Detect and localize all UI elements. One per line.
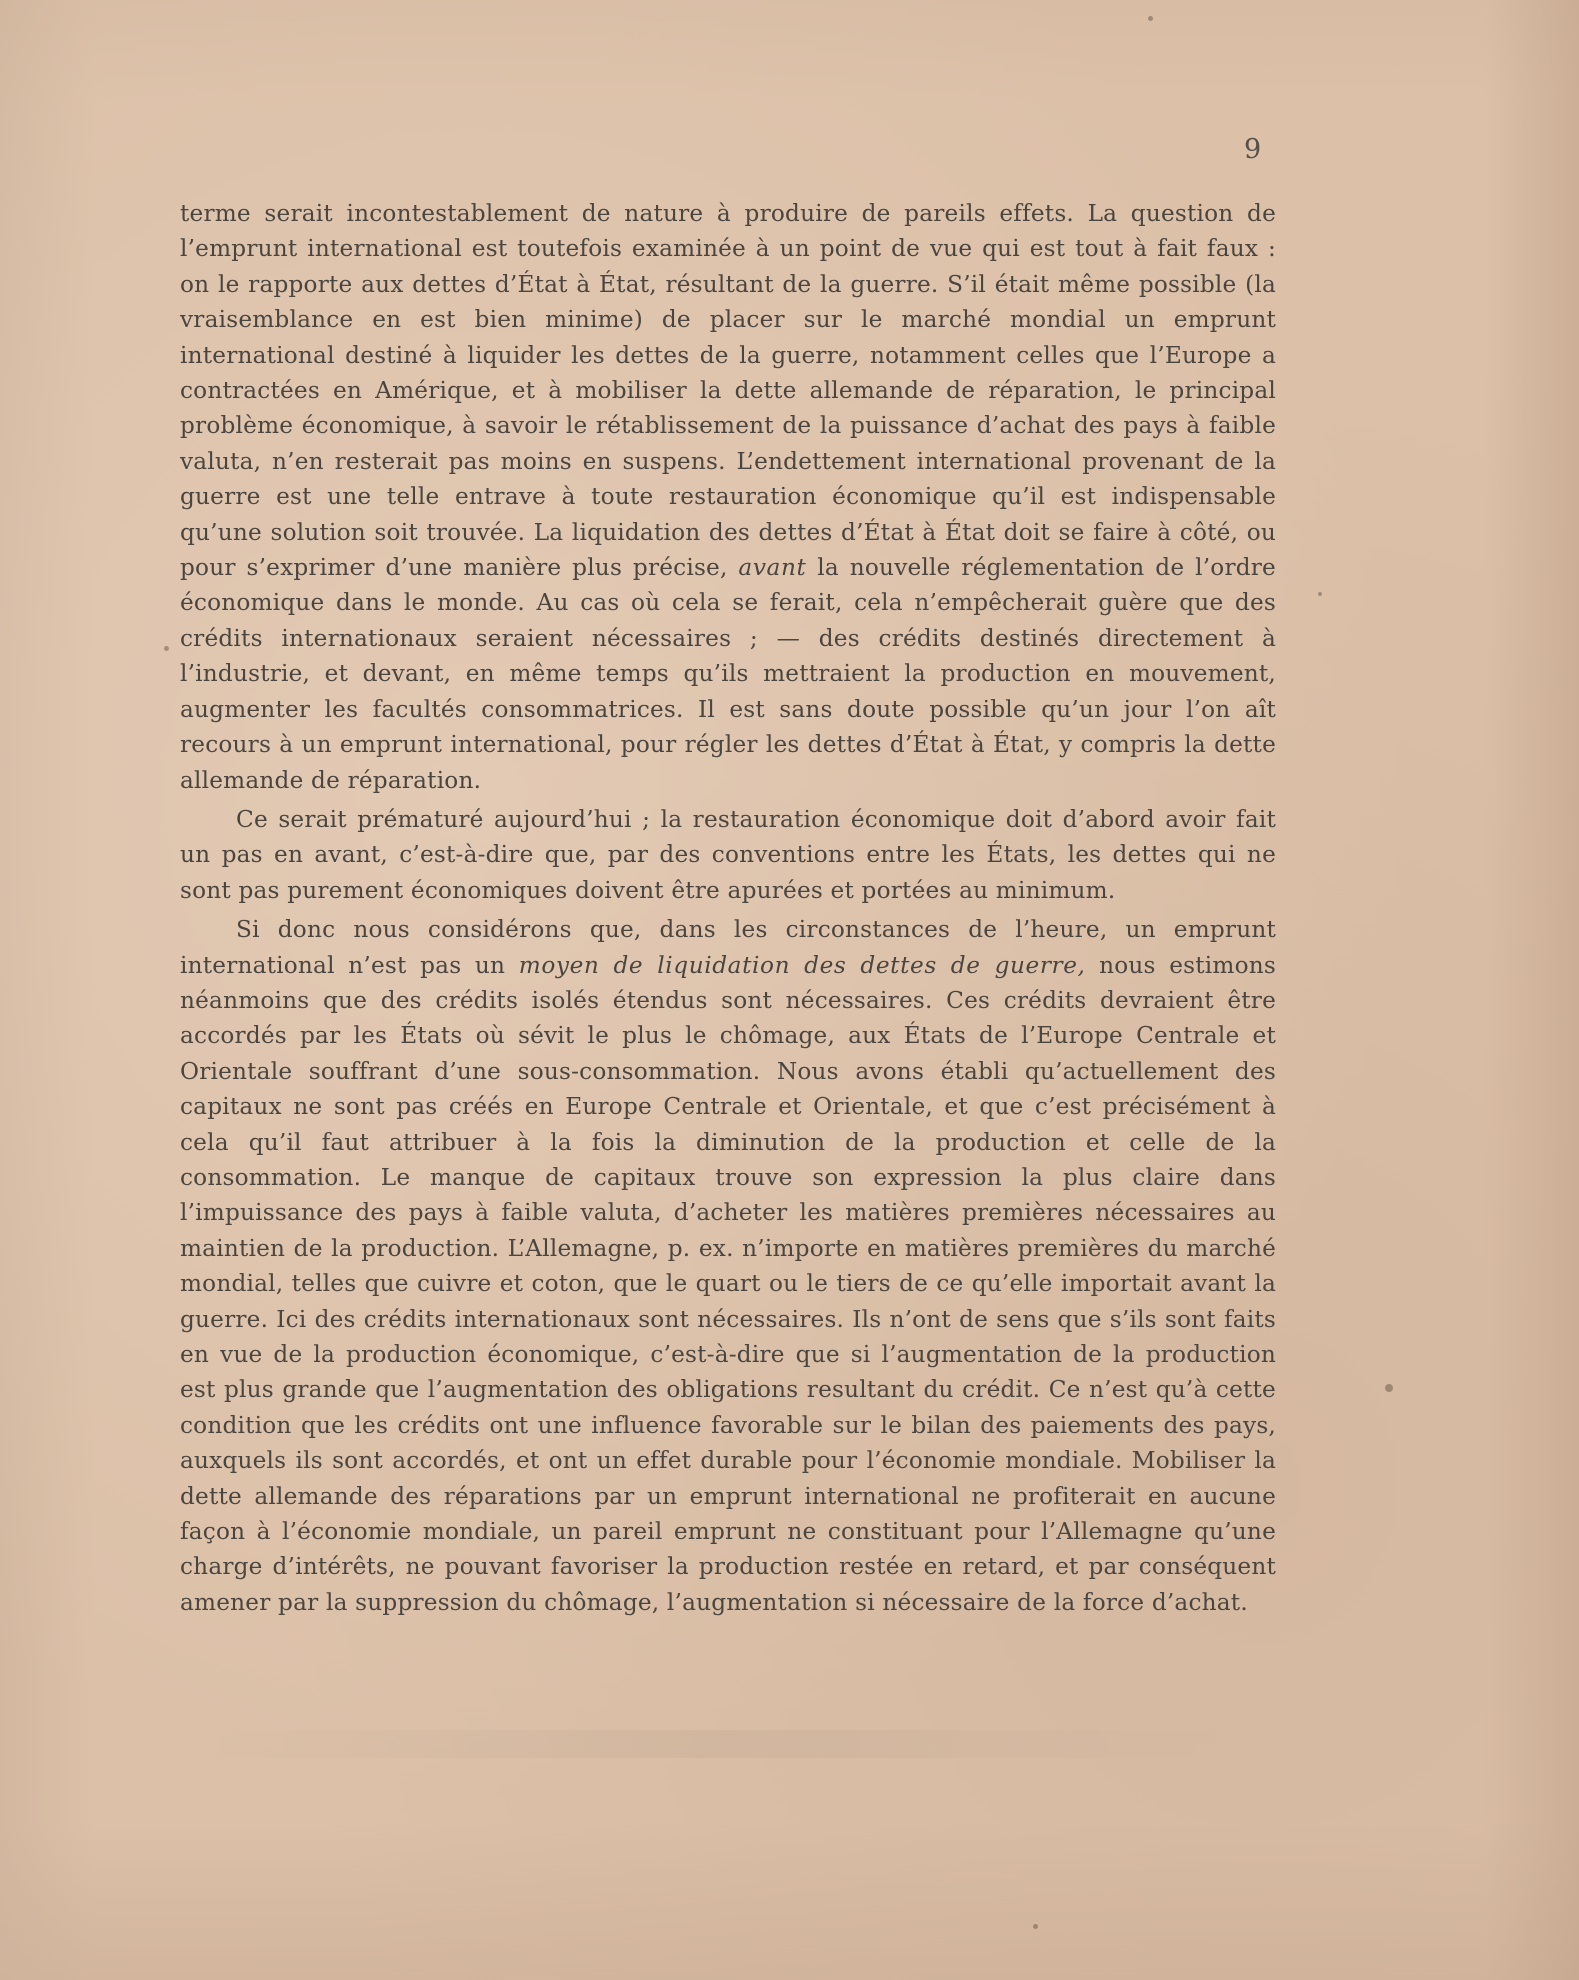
paper-speck (1385, 1384, 1393, 1392)
paper-speck (1318, 592, 1322, 596)
emphasis-avant: avant (738, 554, 807, 582)
paragraph-1-text-end: la nouvelle réglementation de l’ordre économique dans le monde. Au cas où cela se ferait, cela n’empêcherait guère que des crédits internationaux seraient nécessaires ; — des crédits destinés directement à l’industrie, et devant, en même temps qu’ils mettraient la production en mouvement, augmenter les facultés consommatrices. Il est sans doute possible qu’un jour l’on aît recours à un emprunt international, pour régler les dettes d’État à État, y compris la dette allemande de réparation. (180, 554, 1276, 794)
paragraph-3 (180, 912, 1276, 1620)
page-number: 9 (1244, 134, 1262, 165)
paper-speck (1148, 16, 1153, 21)
paragraph-1 (180, 196, 1276, 798)
paragraph-1-text: terme serait incontestablement de nature à produire de pareils effets. La question de l’emprunt international est toutefois examinée à un point de vue qui est tout à fait faux : on le rapporte aux dettes d’État à État, résultant de la guerre. S’il était même possible (la vraisemblance en est bien minime) de placer sur le marché mondial un emprunt international destiné à liquider les dettes de la guerre, notamment celles que l’Europe a contractées en Amérique, et à mobiliser la dette allemande de réparation, le principal problème économique, à savoir le rétablissement de la puissance d’achat des pays à faible valuta, n’en resterait pas moins en suspens. L’endettement international provenant de la guerre est une telle entrave à toute restauration économique qu’il est indispensable qu’une solution soit trouvée. La liquidation des dettes d’État à État doit se faire à côté, ou pour s’exprimer d’une manière plus précise, (180, 200, 1276, 582)
paper-speck (164, 646, 169, 651)
bleed-through-shadow (180, 1730, 1280, 1758)
body-text (180, 196, 1276, 1624)
paper-speck (1033, 1924, 1038, 1929)
paragraph-3-text-end: nous estimons néanmoins que des crédits isolés étendus sont nécessaires. Ces crédits devraient être accordés par les États où sévit le plus le chômage, aux États de l’Europe Centrale et Orientale souffrant d’une sous-consommation. Nous avons établi qu’actuellement des capitaux ne sont pas créés en Europe Centrale et Orientale, et que c’est précisément à cela qu’il faut attribuer à la fois la diminution de la production et celle de la consommation. Le manque de capitaux trouve son expression la plus claire dans l’impuissance des pays à faible valuta, d’acheter les matières premières nécessaires au maintien de la production. L’Allemagne, p. ex. n’importe en matières premières du marché mondial, telles que cuivre et coton, que le quart ou le tiers de ce qu’elle importait avant la guerre. Ici des crédits internationaux sont nécessaires. Ils n’ont de sens que s’ils sont faits en vue de la production économique, c’est-à-dire que si l’augmentation de la production est plus grande que l’augmentation des obligations resultant du crédit. Ce n’est qu’à cette condition que les crédits ont une influence favorable sur le bilan des paiements des pays, auxquels ils sont accordés, et ont un effet durable pour l’économie mondiale. Mobiliser la dette allemande des réparations par un emprunt international ne profiterait en aucune façon à l’économie mondiale, un pareil emprunt ne constituant pour l’Allemagne qu’une charge d’intérêts, ne pouvant favoriser la production restée en retard, et par conséquent amener par la suppression du chômage, l’augmentation si nécessaire de la force d’achat. (180, 951, 1276, 1616)
paragraph-3-text: Si donc nous considérons que, dans les circonstances de l’heure, un emprunt international n’est pas un (180, 916, 1276, 979)
paragraph-2: Ce serait prématuré aujourd’hui ; la restauration économique doit d’abord avoir fait un pas en avant, c’est-à-dire que, par des conventions entre les États, les dettes qui ne sont pas purement économiques doivent être apurées et portées au minimum. (180, 805, 1276, 904)
emphasis-moyen-de-liquidation: moyen de liquidation des dettes de guerre, (518, 951, 1086, 979)
